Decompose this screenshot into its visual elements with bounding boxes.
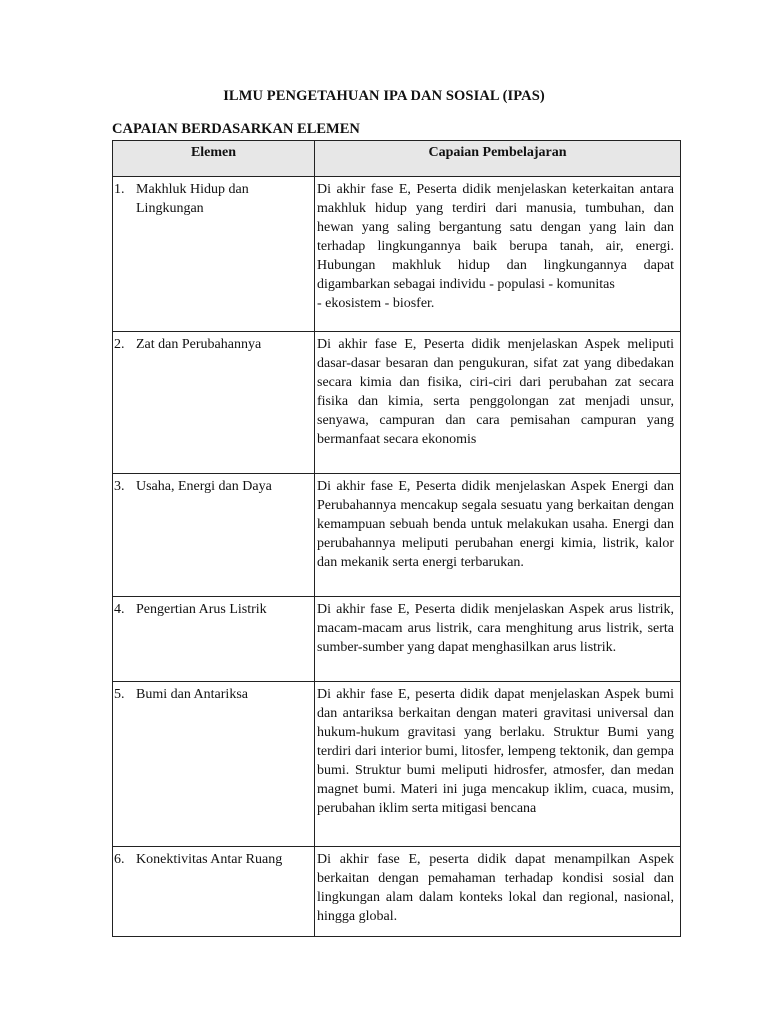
document-title: ILMU PENGETAHUAN IPA DAN SOSIAL (IPAS)	[223, 88, 545, 104]
element-name: Konektivitas Antar Ruang	[136, 852, 283, 867]
description-extra: - ekosistem - biosfer.	[317, 296, 435, 311]
table-row	[113, 177, 681, 332]
table-row	[113, 597, 681, 682]
description-cell	[315, 474, 681, 597]
element-name: Makhluk Hidup dan Lingkungan	[136, 182, 249, 216]
description-text: Di akhir fase E, Peserta didik menjelaskan Aspek arus listrik, macam-macam arus listrik, cara menghitung arus listrik, serta sumber-sumber yang dapat menghasilkan arus listrik.	[317, 602, 674, 655]
description-cell	[315, 332, 681, 474]
table-row	[113, 682, 681, 847]
element-name: Usaha, Energi dan Daya	[136, 479, 272, 494]
description-text: Di akhir fase E, Peserta didik menjelaskan Aspek Energi dan Perubahannya mencakup segala sesuatu yang berkaitan dengan kemampuan sebuah benda untuk melakukan usaha. Energi dan perubahannya meliputi perubahan energi kimia, listrik, kalor dan mekanik serta energi terbarukan.	[317, 479, 674, 570]
element-cell	[113, 597, 315, 682]
element-cell	[113, 177, 315, 332]
row-number: 2.	[114, 337, 125, 352]
table-row	[113, 847, 681, 937]
element-cell	[113, 474, 315, 597]
element-name: Pengertian Arus Listrik	[136, 602, 267, 617]
description-cell	[315, 597, 681, 682]
description-cell	[315, 177, 681, 332]
row-number: 3.	[114, 479, 125, 494]
achievement-table	[112, 140, 681, 937]
header-element: Elemen	[113, 141, 315, 177]
table-row	[113, 332, 681, 474]
element-name: Bumi dan Antariksa	[136, 687, 248, 702]
row-number: 4.	[114, 602, 125, 617]
row-number: 5.	[114, 687, 125, 702]
description-text: Di akhir fase E, Peserta didik menjelaskan Aspek meliputi dasar-dasar besaran dan pengukuran, sifat zat yang dibedakan secara kimia dan fisika, ciri-ciri dari perubahan zat secara fisika dan kimia, serta penggolongan zat menjadi unsur, senyawa, campuran dan cara pemisahan campuran yang bermanfaat secara ekonomis	[317, 337, 674, 447]
description-cell	[315, 847, 681, 937]
header-learning-outcome: Capaian Pembelajaran	[315, 141, 681, 177]
element-name: Zat dan Perubahannya	[136, 337, 262, 352]
description-text: Di akhir fase E, Peserta didik menjelaskan keterkaitan antara makhluk hidup yang terdiri dari manusia, tumbuhan, dan hewan yang saling bergantung satu dengan yang lain dan terhadap lingkungannya baik berupa tanah, air, energi. Hubungan makhluk hidup dan lingkungannya dapat digambarkan sebagai individu - populasi - komunitas	[317, 182, 674, 292]
description-cell	[315, 682, 681, 847]
description-text: Di akhir fase E, peserta didik dapat menampilkan Aspek berkaitan dengan pemahaman terhadap kondisi sosial dan lingkungan alam dalam konteks lokal dan regional, nasional, hingga global.	[317, 852, 674, 924]
element-cell	[113, 847, 315, 937]
description-text: Di akhir fase E, peserta didik dapat menjelaskan Aspek bumi dan antariksa berkaitan dengan materi gravitasi universal dan hukum-hukum gravitasi yang berlaku. Struktur Bumi yang terdiri dari interior bumi, litosfer, lempeng tektonik, dan gempa bumi. Struktur bumi meliputi hidrosfer, atmosfer, dan medan magnet bumi. Materi ini juga mencakup iklim, cuaca, musim, perubahan iklim serta mitigasi bencana	[317, 687, 674, 816]
element-cell	[113, 332, 315, 474]
table-row	[113, 474, 681, 597]
row-number: 1.	[114, 182, 125, 197]
section-title: CAPAIAN BERDASARKAN ELEMEN	[112, 121, 360, 137]
table-header-row	[113, 141, 681, 177]
row-number: 6.	[114, 852, 125, 867]
element-cell	[113, 682, 315, 847]
